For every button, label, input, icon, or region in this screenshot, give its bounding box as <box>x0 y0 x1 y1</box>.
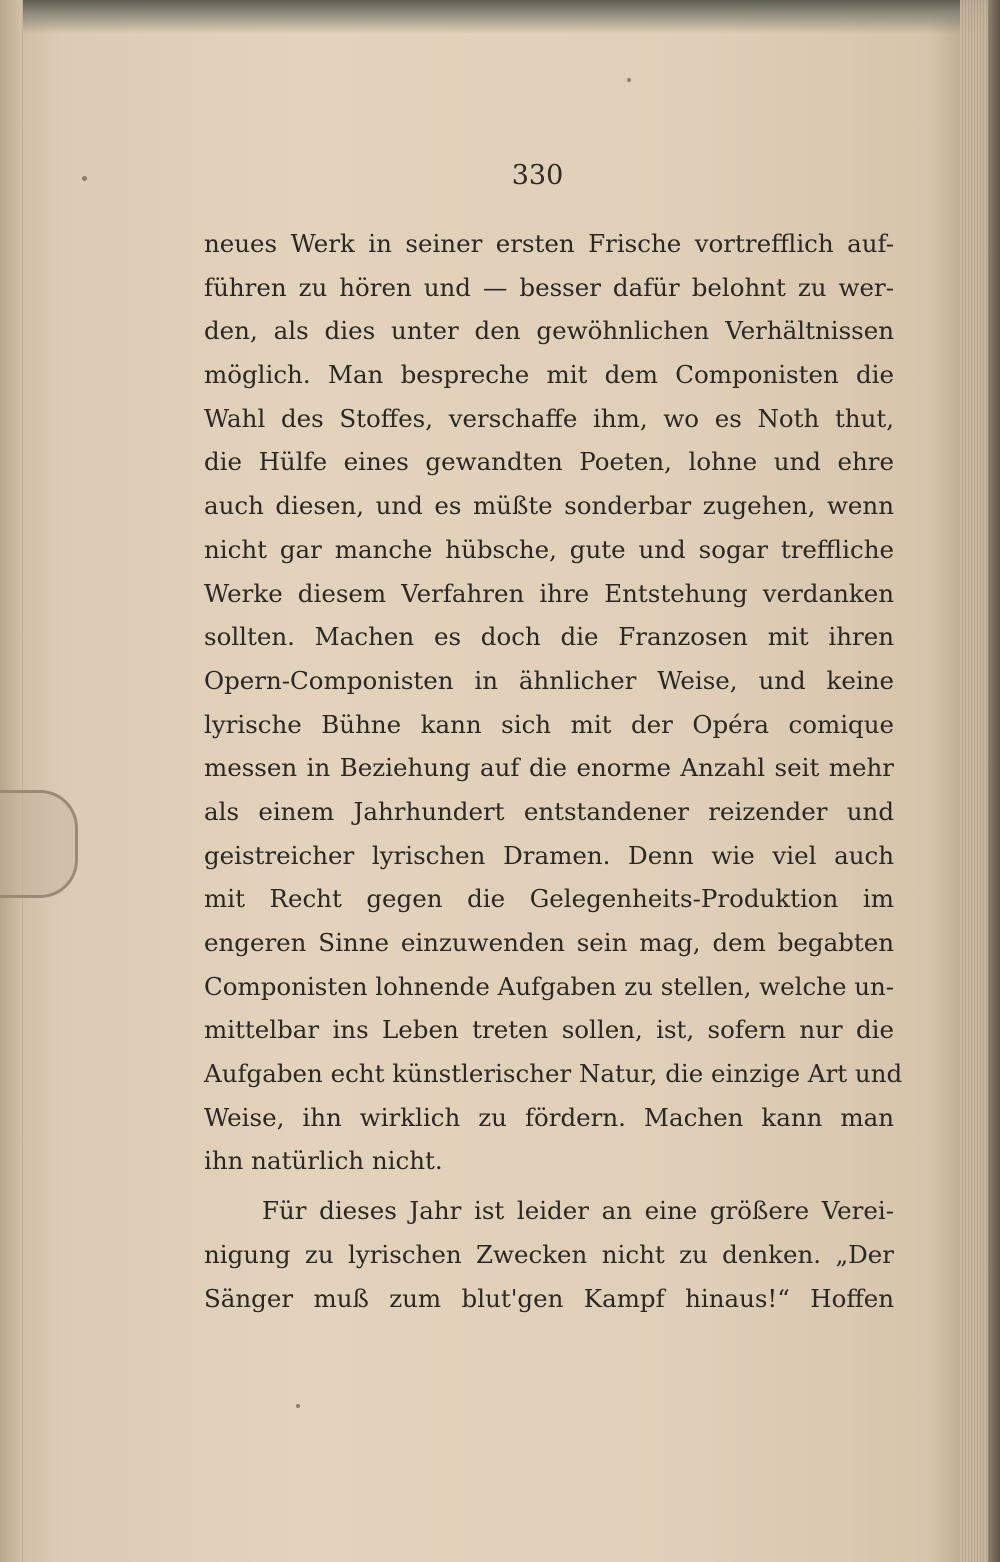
right-binding-shadow <box>988 0 1000 1562</box>
text-line: den, als dies unter den gewöhnlichen Verhältnissen <box>204 316 894 346</box>
text-line: geistreicher lyrischen Dramen. Denn wie viel auch <box>204 840 894 870</box>
text-line: auch diesen, und es müßte sonderbar zugehen, wenn <box>204 491 894 521</box>
text-line: mit Recht gegen die Gelegenheits-Produktion im <box>204 884 894 914</box>
page-number: 330 <box>511 160 564 191</box>
page-clip <box>0 790 78 898</box>
text-line: engeren Sinne einzuwenden sein mag, dem begabten <box>204 928 894 957</box>
text-line: nigung zu lyrischen Zwecken nicht zu denken. „Der <box>204 1239 894 1269</box>
text-line: führen zu hören und — besser dafür belohnt zu wer- <box>204 272 894 302</box>
text-line: mittelbar ins Leben treten sollen, ist, sofern nur die <box>204 1015 894 1045</box>
paper-speck <box>627 78 631 82</box>
text-line: Sänger muß zum blut'gen Kampf hinaus!“ Hoffen <box>204 1283 894 1313</box>
text-line: ihn natürlich nicht. <box>204 1146 443 1176</box>
top-page-shadow <box>0 0 1000 34</box>
text-line: Aufgaben echt künstlerischer Natur, die einzige Art und <box>204 1059 903 1089</box>
text-line: die Hülfe eines gewandten Poeten, lohne und ehre <box>204 447 894 477</box>
text-line: nicht gar manche hübsche, gute und sogar treffliche <box>204 534 894 564</box>
body-text <box>204 222 903 1320</box>
text-line: Werke diesem Verfahren ihre Entstehung verdanken <box>204 578 894 608</box>
text-line: lyrische Bühne kann sich mit der Opéra comique <box>204 709 894 739</box>
text-line: Opern-Componisten in ähnlicher Weise, und keine <box>204 665 894 695</box>
text-line: möglich. Man bespreche mit dem Componisten die <box>204 360 894 390</box>
text-line: sollten. Machen es doch die Franzosen mit ihren <box>204 622 894 652</box>
text-line: Wahl des Stoffes, verschaffe ihm, wo es Noth thut, <box>204 403 894 433</box>
text-line: Componisten lohnende Aufgaben zu stellen, welche un- <box>204 971 895 1001</box>
text-line: messen in Beziehung auf die enorme Anzahl seit mehr <box>204 753 894 783</box>
text-line: Weise, ihn wirklich zu fördern. Machen kann man <box>204 1102 894 1132</box>
text-line: neues Werk in seiner ersten Frische vortrefflich auf- <box>204 229 894 258</box>
left-page-edge <box>0 0 23 1562</box>
paragraph-first-line: Für dieses Jahr ist leider an eine größere Verei- <box>262 1196 894 1226</box>
text-line: als einem Jahrhundert entstandener reizender und <box>204 796 894 826</box>
paper-speck <box>296 1404 300 1408</box>
